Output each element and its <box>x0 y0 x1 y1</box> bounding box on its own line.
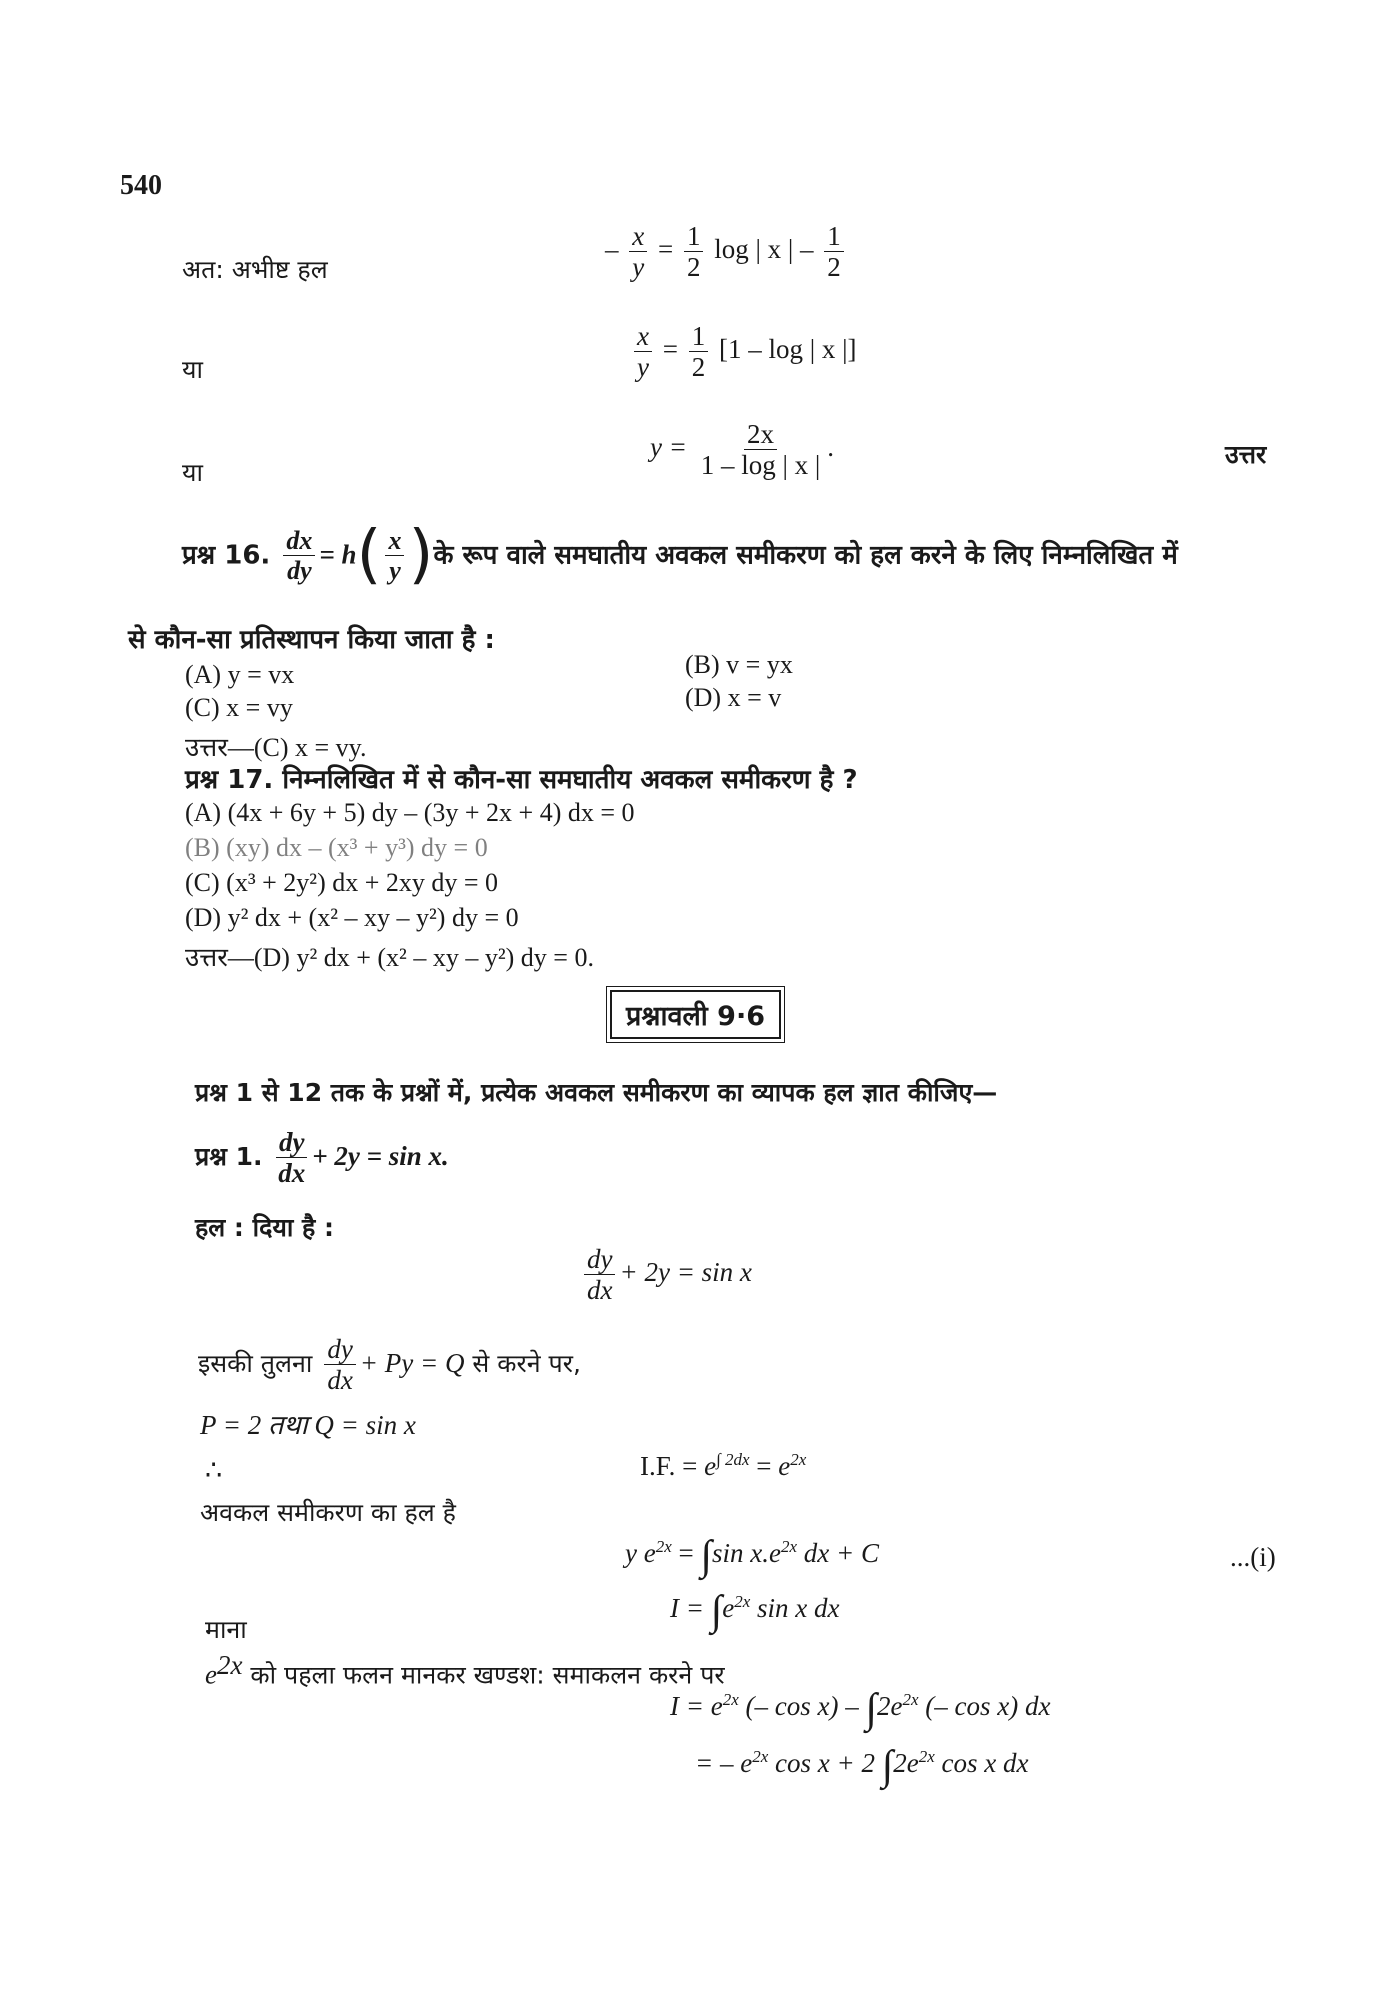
q16-option-c: (C) x = vy <box>185 693 293 722</box>
fraction-half-2: $\frac{1}{2}$ <box>824 222 844 282</box>
fraction-dy-dx: $\frac{dy}{dx}$ <box>584 1245 615 1305</box>
given-equation: $\frac{dy}{dx}$ + 2y = sin x <box>580 1245 752 1305</box>
q17-option-a: (A) (4x + 6y + 5) dy – (3y + 2x + 4) dx = 0 <box>185 798 635 827</box>
integrating-factor: I.F. = $e^{\int 2dx} = e^{2x}$ <box>640 1450 807 1481</box>
equation-I: $I = \int e^{2x}$ sin x dx <box>670 1588 840 1634</box>
q16-option-d: (D) x = v <box>685 683 782 712</box>
solution-label: हल : दिया है : <box>195 1213 335 1242</box>
fraction-x-over-y: $\frac{x}{y}$ <box>634 322 652 382</box>
q17-option-d: (D) y² dx + (x² – xy – y²) dy = 0 <box>185 903 519 932</box>
or-label-1: या <box>182 355 203 384</box>
fraction-dx-dy: $\frac{dx}{dy}$ <box>283 527 315 585</box>
equation-tag-i: ...(i) <box>1230 1542 1276 1572</box>
equation-line-3: y = $\frac{2x}{1 - \log | x |}$ . <box>650 419 835 481</box>
q17-option-c: (C) (x³ + 2y²) dx + 2xy dy = 0 <box>185 868 499 897</box>
page-number: 540 <box>120 170 162 201</box>
equation-I-parts: $I = e^{2x}$ (– $\cos x) - \int 2e^{2x}$ (– cos x) dx <box>670 1686 1051 1732</box>
fraction-dy-dx: $\frac{dy}{dx}$ <box>324 1335 355 1395</box>
exercise-title-box: प्रश्नावली 9·6 <box>610 990 781 1039</box>
equation-line-2: $\frac{x}{y}$ = $\frac{1}{2}$ [1 – log | x |] <box>630 322 857 382</box>
q16-option-b: (B) v = yx <box>685 650 793 679</box>
therefore-symbol: ∴ <box>205 1455 223 1485</box>
question-1: प्रश्न 1. $\frac{dy}{dx}$ + 2y = sin x. <box>195 1127 449 1189</box>
fraction-half: $\frac{1}{2}$ <box>689 322 709 382</box>
let-label: माना <box>205 1615 247 1644</box>
question-16: प्रश्न 16. $\frac{dx}{dy}$ = h( $\frac{x}{y}$ )के रूप वाले समघातीय अवकल समीकरण को हल करने के लिए निम्नलिखित में <box>182 518 1178 593</box>
question-16-continued: से कौन-सा प्रतिस्थापन किया जाता है : <box>128 625 495 655</box>
required-solution-label: अत: अभीष्ट हल <box>182 255 328 284</box>
fraction-2x-over-log: $\frac{2x}{1 - \log | x |}$ <box>700 419 821 481</box>
integration-by-parts-line: $e^{2x}$ को पहला फलन मानकर खण्डश: समाकलन करने पर <box>205 1650 725 1690</box>
fraction-x-over-y: $\frac{x}{y}$ <box>385 527 404 585</box>
fraction-x-over-y: $\frac{x}{y}$ <box>629 222 647 282</box>
exercise-instruction: प्रश्न 1 से 12 तक के प्रश्नों में, प्रत्येक अवकल समीकरण का व्यापक हल ज्ञात कीजिए— <box>195 1078 998 1107</box>
equation-line-1: – $\frac{x}{y}$ = $\frac{1}{2}$ log | x | – $\frac{1}{2}$ <box>605 222 848 282</box>
equation-I-simplified: = – $e^{2x}$ cos x + 2 $\int 2e^{2x}$ cos x dx <box>695 1743 1029 1789</box>
fraction-dy-dx: $\frac{dy}{dx}$ <box>275 1128 308 1188</box>
question-17: प्रश्न 17. निम्नलिखित में से कौन-सा समघातीय अवकल समीकरण है ? <box>185 765 858 795</box>
solution-is-label: अवकल समीकरण का हल है <box>200 1498 456 1527</box>
q16-option-a: (A) y = vx <box>185 660 295 689</box>
answer-label: उत्तर <box>1225 440 1267 469</box>
q17-option-b: (B) (xy) dx – (x³ + y³) dy = 0 <box>185 833 488 862</box>
p-q-values: P = 2 तथा Q = sin x <box>200 1410 416 1440</box>
q16-answer: उत्तर—(C) x = vy. <box>185 733 367 762</box>
fraction-half: $\frac{1}{2}$ <box>684 222 704 282</box>
q17-answer: उत्तर—(D) y² dx + (x² – xy – y²) dy = 0. <box>185 943 594 972</box>
comparison-line: इसकी तुलना $\frac{dy}{dx}$ + Py = Q से करने पर, <box>198 1334 581 1396</box>
or-label-2: या <box>182 458 203 487</box>
equation-i: y $e^{2x} = \int\sin$ $x.e^{2x}$ dx + C <box>625 1533 880 1579</box>
